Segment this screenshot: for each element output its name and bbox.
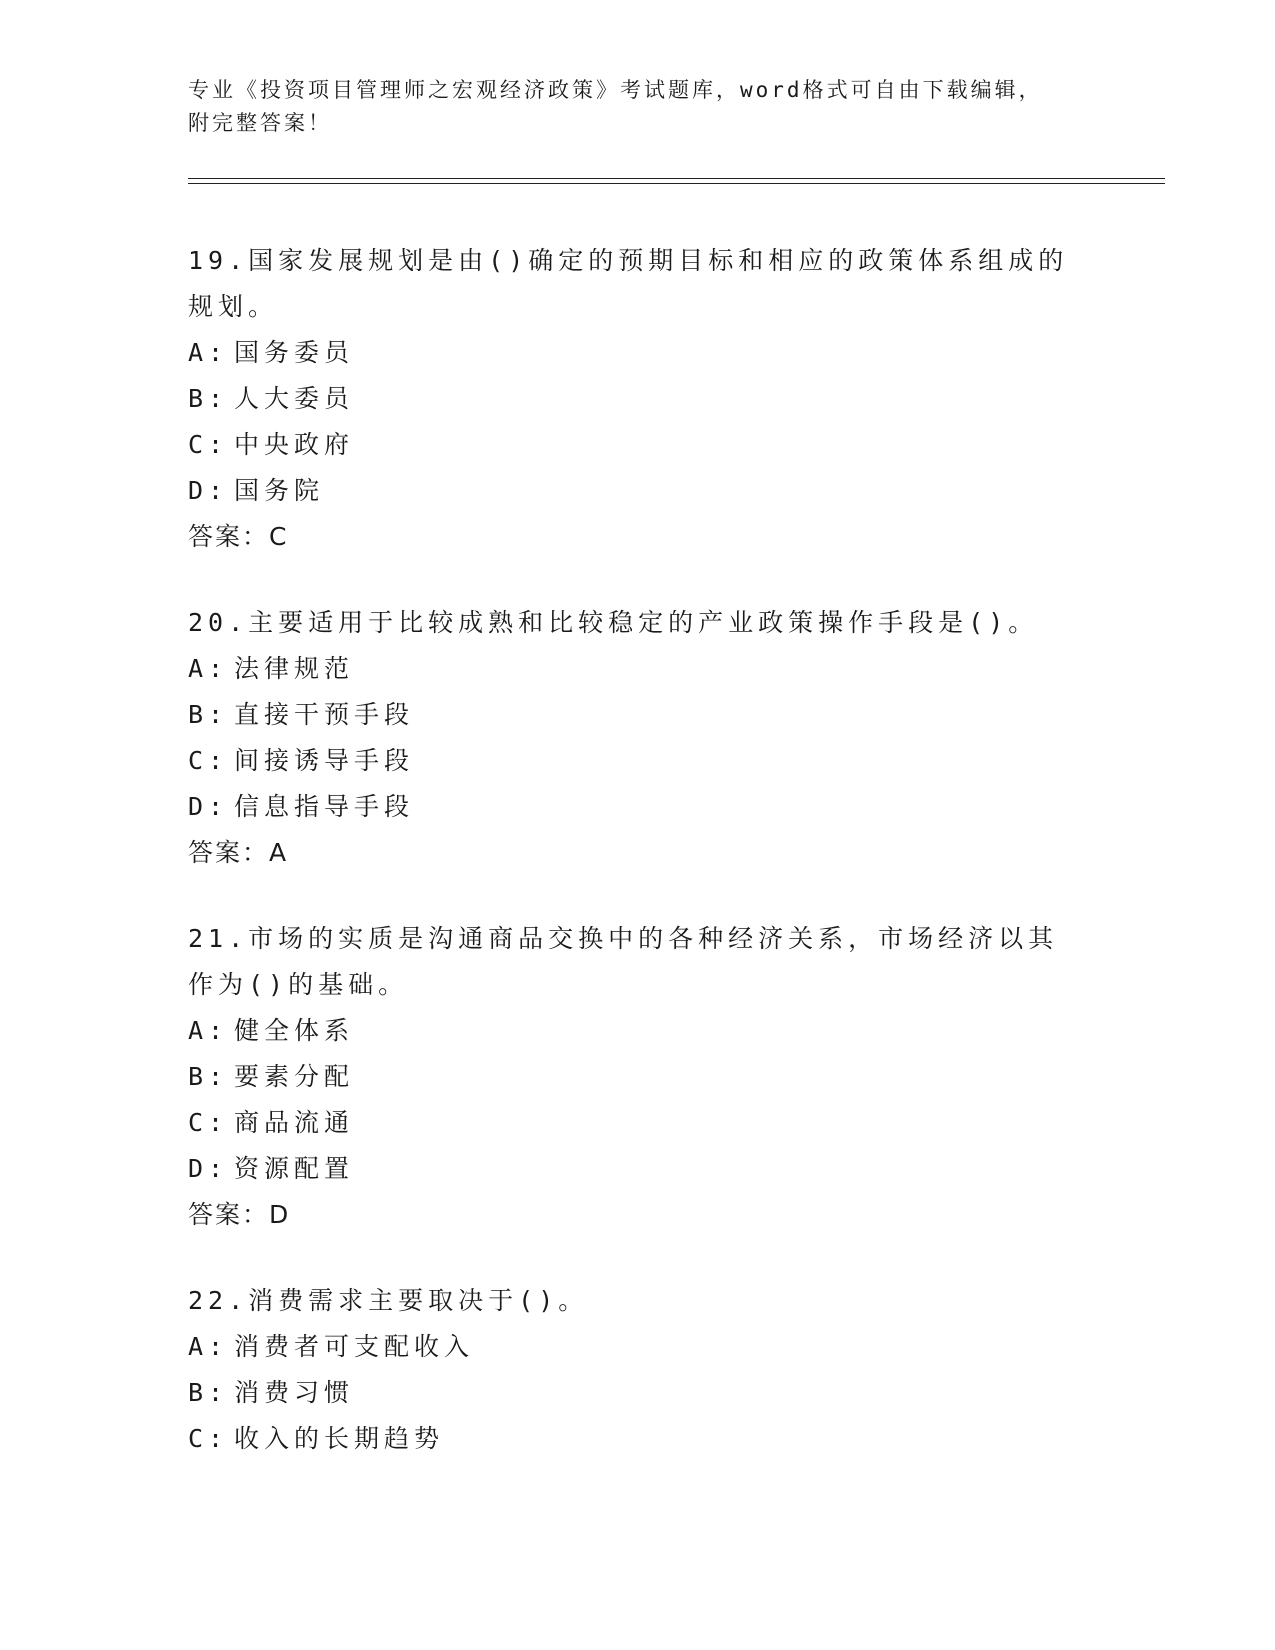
option-key: B: [188,1062,229,1091]
option-b [188,376,1088,422]
option-c [188,422,1088,468]
option-key: A: [188,654,229,683]
option-text: 法律规范 [234,654,355,683]
question-stem: 22.消费需求主要取决于()。 [188,1286,589,1315]
option-d [188,1146,1088,1192]
option-text: 资源配置 [234,1154,355,1183]
option-b [188,1054,1088,1100]
option-b [188,692,1088,738]
question-22 [188,1278,1088,1462]
option-a [188,330,1088,376]
option-text: 消费者可支配收入 [234,1332,475,1361]
question-list [188,238,1088,1502]
option-text: 中央政府 [234,430,355,459]
option-key: D: [188,1154,229,1183]
option-key: B: [188,384,229,413]
option-a [188,1324,1088,1370]
option-text: 收入的长期趋势 [234,1424,445,1453]
answer-line: 答案：C [188,522,289,551]
option-key: A: [188,1332,229,1361]
option-key: C: [188,1108,229,1137]
option-text: 健全体系 [234,1016,355,1045]
option-text: 直接干预手段 [234,700,415,729]
option-key: A: [188,338,229,367]
option-key: C: [188,746,229,775]
option-key: B: [188,700,229,729]
option-d [188,468,1088,514]
option-text: 商品流通 [234,1108,355,1137]
option-a [188,1008,1088,1054]
option-d [188,784,1088,830]
question-21 [188,916,1088,1238]
option-key: B: [188,1378,229,1407]
option-text: 要素分配 [234,1062,355,1091]
question-19 [188,238,1088,560]
question-stem: 20.主要适用于比较成熟和比较稳定的产业政策操作手段是()。 [188,608,1039,637]
option-key: C: [188,1424,229,1453]
answer-line: 答案：A [188,838,289,867]
answer-line: 答案：D [188,1200,291,1229]
option-text: 国务委员 [234,338,355,367]
header-line-1: 专业《投资项目管理师之宏观经济政策》考试题库，word格式可自由下载编辑， [188,78,1043,102]
option-c [188,738,1088,784]
option-text: 信息指导手段 [234,792,415,821]
option-key: D: [188,476,229,505]
header-divider-top [188,178,1165,179]
option-text: 间接诱导手段 [234,746,415,775]
option-key: D: [188,792,229,821]
option-text: 国务院 [234,476,325,505]
document-header [188,74,1068,140]
option-c [188,1100,1088,1146]
option-b [188,1370,1088,1416]
option-text: 消费习惯 [234,1378,355,1407]
question-stem: 21.市场的实质是沟通商品交换中的各种经济关系，市场经济以其作为()的基础。 [188,924,1059,999]
option-text: 人大委员 [234,384,355,413]
header-divider-bottom [188,183,1165,184]
question-stem: 19.国家发展规划是由()确定的预期目标和相应的政策体系组成的规划。 [188,246,1069,321]
question-20 [188,600,1088,876]
option-c [188,1416,1088,1462]
option-key: C: [188,430,229,459]
header-line-2: 附完整答案！ [188,111,332,135]
option-a [188,646,1088,692]
option-key: A: [188,1016,229,1045]
